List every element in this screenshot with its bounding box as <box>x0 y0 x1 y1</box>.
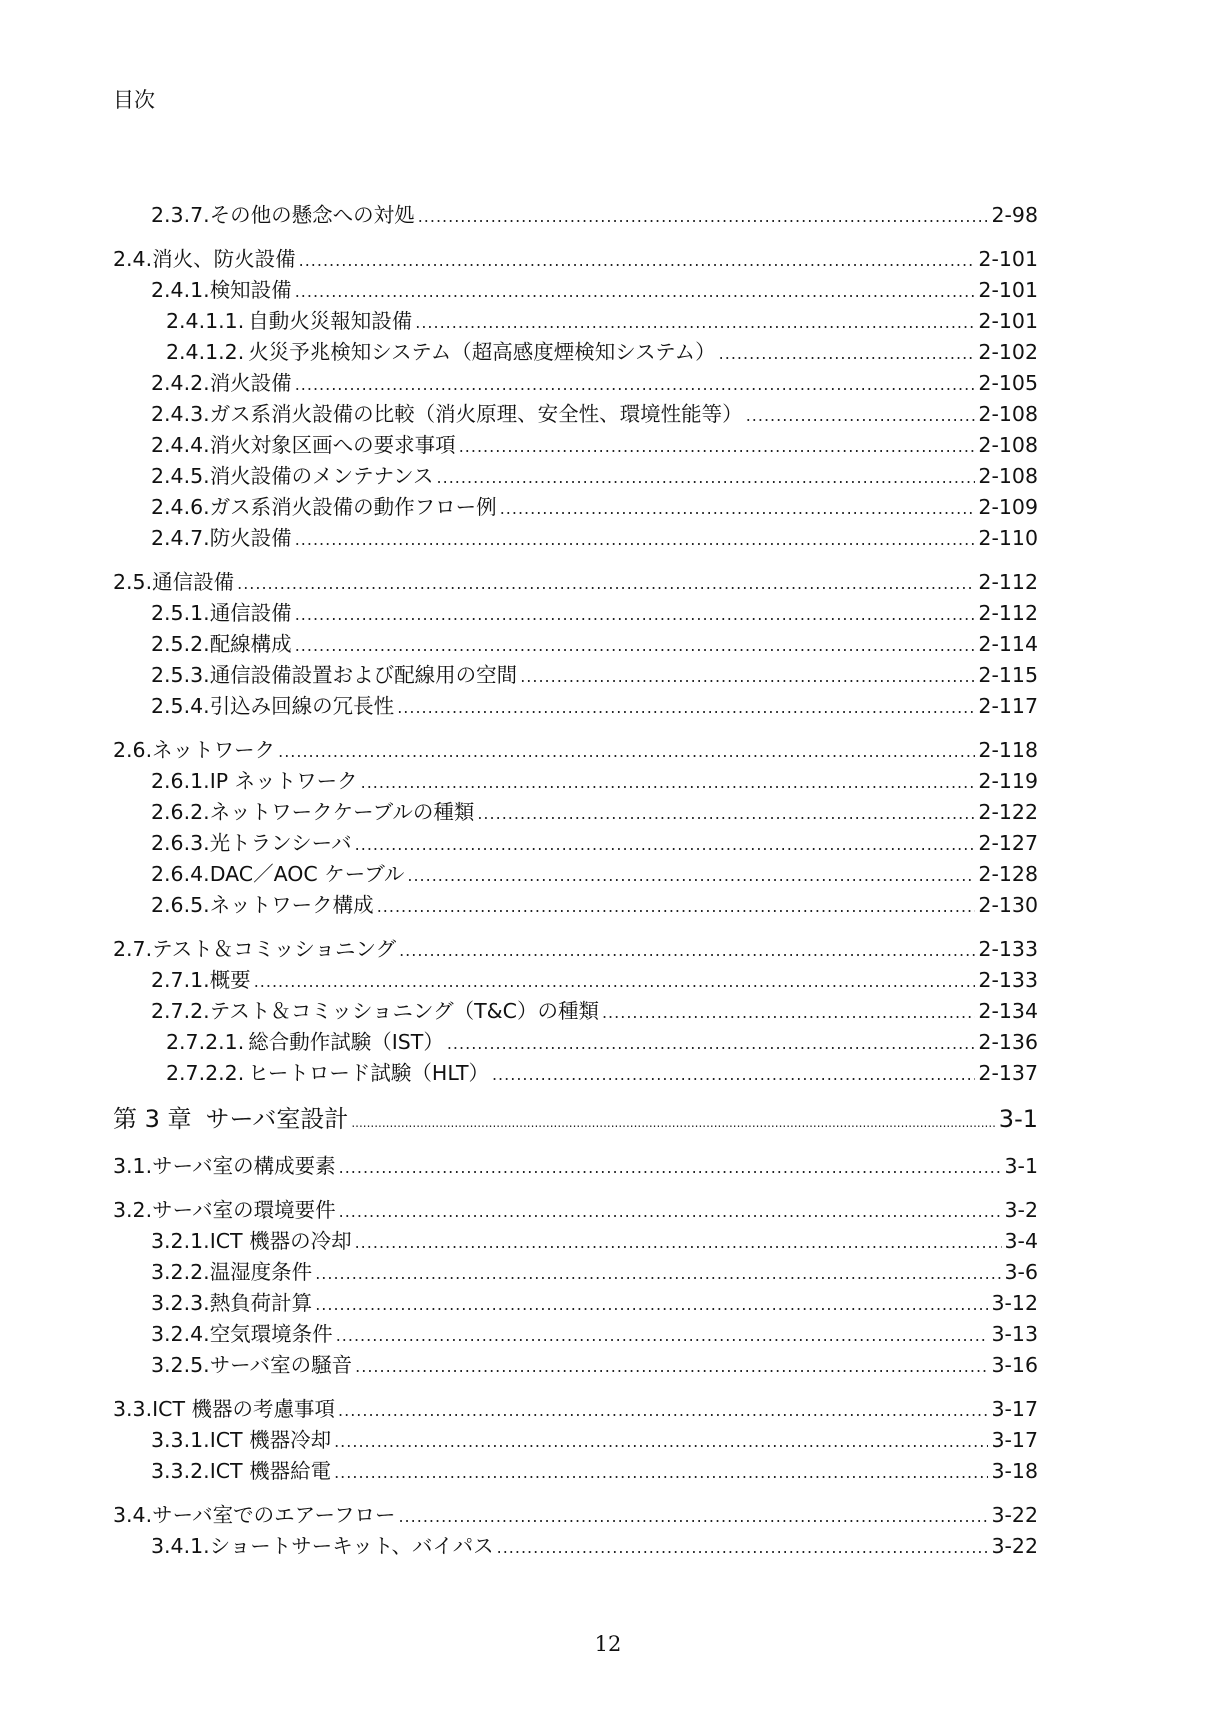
toc-entry[interactable] <box>113 306 1038 337</box>
toc-dot-leader <box>295 599 976 630</box>
toc-entry-title: ICT 機器の考慮事項 <box>152 1397 336 1421</box>
toc-entry-page: 2-105 <box>978 371 1038 395</box>
toc-entry-title: ネットワーク <box>152 738 276 762</box>
toc-dot-leader <box>237 568 975 599</box>
toc-entry-number: 3.3.1. <box>151 1428 210 1452</box>
toc-entry[interactable] <box>113 1425 1038 1456</box>
toc-entry-page: 3-4 <box>1004 1229 1038 1253</box>
toc-entry-title: 配線構成 <box>209 632 292 656</box>
toc-entry-number: 3.3. <box>113 1397 153 1421</box>
toc-entry[interactable] <box>113 399 1038 430</box>
toc-entry-number: 2.7.2. <box>151 999 210 1023</box>
toc-entry-number: 3.4.1. <box>151 1534 210 1558</box>
toc-dot-leader <box>719 338 976 369</box>
toc-entry-number: 2.5.3. <box>151 663 210 687</box>
toc-entry-number: 2.4.1.1. <box>166 309 245 333</box>
toc-entry-title: ガス系消火設備の比較（消火原理、安全性、環境性能等） <box>209 402 743 426</box>
toc-entry[interactable] <box>113 1027 1038 1058</box>
toc-entry-number: 3.2.2. <box>151 1260 210 1284</box>
toc-dot-leader <box>295 276 976 307</box>
toc-entry-page: 2-110 <box>978 526 1038 550</box>
toc-entry-page: 2-133 <box>978 968 1038 992</box>
page-number: 12 <box>594 1632 622 1656</box>
toc-entry-page: 2-117 <box>978 694 1038 718</box>
toc-dot-leader <box>278 736 975 767</box>
toc-entry-title: 熱負荷計算 <box>209 1291 313 1315</box>
toc-chapter-entry[interactable] <box>113 1101 1038 1137</box>
toc-entry-title: DAC／AOC ケーブル <box>209 862 405 886</box>
toc-entry-title: 光トランシーバ <box>209 831 352 855</box>
toc-entry-number: 2.6.4. <box>151 862 210 886</box>
toc-dot-leader <box>334 1426 988 1457</box>
toc-entry-number: 3.2. <box>113 1198 153 1222</box>
toc-dot-leader <box>355 1351 988 1382</box>
table-of-contents <box>113 200 1038 1562</box>
toc-entry-title: その他の懸念への対処 <box>209 203 415 227</box>
toc-entry[interactable] <box>113 996 1038 1027</box>
toc-dot-leader <box>355 1227 1002 1258</box>
toc-entry-page: 2-133 <box>978 937 1038 961</box>
toc-entry-number: 3.4. <box>113 1503 153 1527</box>
toc-entry-title: 消火対象区画への要求事項 <box>209 433 456 457</box>
toc-entry[interactable] <box>113 1058 1038 1089</box>
toc-entry-title: テスト＆コミッショニング（T&C）の種類 <box>209 999 599 1023</box>
toc-dot-leader <box>339 1152 1002 1183</box>
toc-entry-title: 火災予兆検知システム（超高感度煙検知システム） <box>248 340 716 364</box>
toc-entry[interactable] <box>113 200 1038 231</box>
toc-entry-number: 2.4.1. <box>151 278 210 302</box>
toc-entry[interactable] <box>113 890 1038 921</box>
toc-dot-leader <box>377 891 976 922</box>
toc-entry[interactable] <box>113 1226 1038 1257</box>
toc-entry-page: 2-101 <box>978 278 1038 302</box>
toc-entry-page: 3-22 <box>991 1534 1038 1558</box>
toc-dot-leader <box>437 462 976 493</box>
toc-entry-title: ICT 機器の冷却 <box>209 1229 352 1253</box>
toc-entry-number: 2.5.4. <box>151 694 210 718</box>
toc-entry[interactable] <box>113 828 1038 859</box>
toc-entry-number: 3.2.5. <box>151 1353 210 1377</box>
toc-entry-page: 3-6 <box>1004 1260 1038 1284</box>
toc-entry-page: 2-134 <box>978 999 1038 1023</box>
toc-dot-leader <box>336 1320 989 1351</box>
toc-entry-number: 2.4.2. <box>151 371 210 395</box>
toc-entry[interactable] <box>113 1456 1038 1487</box>
toc-entry-number: 2.7.2.1. <box>166 1030 245 1054</box>
toc-entry-number: 3.2.4. <box>151 1322 210 1346</box>
toc-entry-title: テスト＆コミッショニング <box>152 937 397 961</box>
toc-entry-page: 2-98 <box>991 203 1038 227</box>
toc-dot-leader <box>459 431 976 462</box>
toc-entry[interactable] <box>113 660 1038 691</box>
toc-entry[interactable] <box>113 567 1038 598</box>
toc-dot-leader <box>520 661 975 692</box>
toc-entry-page: 2-137 <box>978 1061 1038 1085</box>
toc-dot-leader <box>299 245 976 276</box>
toc-entry-title: ICT 機器冷却 <box>209 1428 332 1452</box>
toc-entry[interactable] <box>113 244 1038 275</box>
toc-entry-title: 引込み回線の冗長性 <box>209 694 395 718</box>
toc-dot-leader <box>355 829 976 860</box>
toc-entry[interactable] <box>113 934 1038 965</box>
toc-entry-page: 3-16 <box>991 1353 1038 1377</box>
toc-entry-title: 通信設備 <box>152 570 235 594</box>
toc-entry-number: 2.6. <box>113 738 153 762</box>
toc-entry-title: 通信設備 <box>209 601 292 625</box>
toc-entry-title: サーバ室設計 <box>205 1105 349 1133</box>
toc-dot-leader <box>334 1457 988 1488</box>
toc-entry-page: 2-136 <box>978 1030 1038 1054</box>
toc-entry-page: 3-13 <box>991 1322 1038 1346</box>
toc-dot-leader <box>339 1196 1002 1227</box>
toc-entry-page: 2-128 <box>978 862 1038 886</box>
toc-entry-number: 2.7.2.2. <box>166 1061 245 1085</box>
toc-entry-page: 2-122 <box>978 800 1038 824</box>
toc-entry-number: 3.2.3. <box>151 1291 210 1315</box>
toc-entry-page: 2-109 <box>978 495 1038 519</box>
toc-entry-number: 2.6.3. <box>151 831 210 855</box>
toc-entry-number: 2.5.1. <box>151 601 210 625</box>
toc-dot-leader <box>602 997 975 1028</box>
toc-entry-title: 消火、防火設備 <box>152 247 296 271</box>
toc-entry-page: 3-1 <box>998 1105 1038 1133</box>
toc-entry-page: 2-118 <box>978 738 1038 762</box>
toc-entry[interactable] <box>113 629 1038 660</box>
toc-entry[interactable] <box>113 797 1038 828</box>
toc-entry-page: 3-17 <box>991 1428 1038 1452</box>
toc-entry-page: 2-101 <box>978 247 1038 271</box>
toc-entry[interactable] <box>113 275 1038 306</box>
toc-entry-title: 消火設備 <box>209 371 292 395</box>
toc-entry-number: 2.4.4. <box>151 433 210 457</box>
toc-entry-title: ショートサーキット、バイパス <box>209 1534 494 1558</box>
toc-entry[interactable] <box>113 430 1038 461</box>
toc-entry-number: 3.3.2. <box>151 1459 210 1483</box>
toc-entry-page: 2-108 <box>978 433 1038 457</box>
toc-dot-leader <box>477 798 975 829</box>
toc-dot-leader <box>295 630 976 661</box>
toc-entry-number: 第 3 章 <box>113 1105 192 1133</box>
toc-dot-leader <box>746 400 976 431</box>
toc-entry[interactable] <box>113 1195 1038 1226</box>
toc-dot-leader <box>399 935 975 966</box>
toc-entry[interactable] <box>113 735 1038 766</box>
toc-dot-leader <box>295 524 976 555</box>
toc-entry-title: サーバ室の構成要素 <box>152 1154 336 1178</box>
toc-entry-number: 3.1. <box>113 1154 153 1178</box>
toc-entry-title: サーバ室でのエアーフロー <box>152 1503 396 1527</box>
toc-entry-number: 2.6.2. <box>151 800 210 824</box>
toc-entry[interactable] <box>113 492 1038 523</box>
toc-entry-title: 自動火災報知設備 <box>248 309 413 333</box>
toc-entry-page: 2-115 <box>978 663 1038 687</box>
toc-entry-page: 3-22 <box>991 1503 1038 1527</box>
toc-entry-page: 2-101 <box>978 309 1038 333</box>
toc-entry[interactable] <box>113 1500 1038 1531</box>
toc-entry-title: ネットワーク構成 <box>209 893 374 917</box>
toc-dot-leader <box>447 1028 976 1059</box>
toc-entry[interactable] <box>113 1531 1038 1562</box>
toc-dot-leader <box>415 307 975 338</box>
toc-entry-title: 通信設備設置および配線用の空間 <box>209 663 518 687</box>
toc-dot-leader <box>397 692 975 723</box>
toc-entry-page: 3-17 <box>991 1397 1038 1421</box>
toc-entry-title: 空気環境条件 <box>209 1322 333 1346</box>
toc-entry-number: 2.3.7. <box>151 203 210 227</box>
toc-entry-title: ICT 機器給電 <box>209 1459 332 1483</box>
toc-entry-number: 3.2.1. <box>151 1229 210 1253</box>
toc-entry-number: 2.4.3. <box>151 402 210 426</box>
toc-entry[interactable] <box>113 965 1038 996</box>
toc-entry[interactable] <box>113 691 1038 722</box>
toc-entry[interactable] <box>113 766 1038 797</box>
toc-entry-page: 2-108 <box>978 464 1038 488</box>
toc-dot-leader <box>295 369 976 400</box>
toc-entry-page: 3-2 <box>1004 1198 1038 1222</box>
toc-dot-leader <box>407 860 975 891</box>
toc-entry-page: 3-12 <box>991 1291 1038 1315</box>
toc-entry-page: 2-112 <box>978 601 1038 625</box>
toc-dot-leader <box>418 201 989 232</box>
toc-dot-leader <box>315 1258 1001 1289</box>
toc-entry-number: 2.4. <box>113 247 153 271</box>
toc-entry-page: 3-18 <box>991 1459 1038 1483</box>
toc-entry-page: 2-127 <box>978 831 1038 855</box>
toc-dot-leader <box>492 1059 975 1090</box>
toc-entry-number: 2.4.1.2. <box>166 340 245 364</box>
toc-entry-page: 2-114 <box>978 632 1038 656</box>
toc-entry-number: 2.5.2. <box>151 632 210 656</box>
toc-entry-title: 総合動作試験（IST） <box>248 1030 444 1054</box>
toc-entry[interactable] <box>113 368 1038 399</box>
toc-entry-number: 2.7. <box>113 937 153 961</box>
toc-entry-title: 消火設備のメンテナンス <box>209 464 434 488</box>
toc-entry[interactable] <box>113 1350 1038 1381</box>
toc-entry-title: ガス系消火設備の動作フロー例 <box>209 495 497 519</box>
toc-dot-leader <box>497 1532 989 1563</box>
toc-entry-page: 2-119 <box>978 769 1038 793</box>
toc-entry[interactable] <box>113 461 1038 492</box>
toc-entry-page: 2-130 <box>978 893 1038 917</box>
toc-entry-title: 温湿度条件 <box>209 1260 313 1284</box>
toc-entry-title: 検知設備 <box>209 278 292 302</box>
toc-entry[interactable] <box>113 1319 1038 1350</box>
toc-entry-title: 防火設備 <box>209 526 292 550</box>
toc-entry-title: サーバ室の環境要件 <box>152 1198 336 1222</box>
toc-entry[interactable] <box>113 337 1038 368</box>
toc-entry-number: 2.4.5. <box>151 464 210 488</box>
toc-entry-number: 2.7.1. <box>151 968 210 992</box>
toc-entry-title: ヒートロード試験（HLT） <box>248 1061 489 1085</box>
toc-entry[interactable] <box>113 598 1038 629</box>
toc-entry-number: 2.4.6. <box>151 495 210 519</box>
toc-dot-leader <box>338 1395 988 1426</box>
toc-entry-title: ネットワークケーブルの種類 <box>209 800 475 824</box>
toc-entry-title: 概要 <box>209 968 251 992</box>
toc-entry-number: 2.6.1. <box>151 769 210 793</box>
toc-entry[interactable] <box>113 523 1038 554</box>
toc-entry[interactable] <box>113 1257 1038 1288</box>
toc-dot-leader <box>315 1289 988 1320</box>
toc-entry-page: 2-108 <box>978 402 1038 426</box>
toc-entry-page: 3-1 <box>1004 1154 1038 1178</box>
toc-entry-number: 2.4.7. <box>151 526 210 550</box>
toc-dot-leader <box>361 767 976 798</box>
toc-entry-number: 2.5. <box>113 570 153 594</box>
toc-entry[interactable] <box>113 1151 1038 1182</box>
page-header-title: 目次 <box>113 88 155 112</box>
toc-dot-leader <box>500 493 976 524</box>
toc-entry-page: 2-112 <box>978 570 1038 594</box>
toc-entry-number: 2.6.5. <box>151 893 210 917</box>
toc-dot-leader <box>254 966 976 997</box>
toc-entry-title: サーバ室の騒音 <box>209 1353 353 1377</box>
toc-dot-leader <box>351 1105 995 1141</box>
toc-entry[interactable] <box>113 1288 1038 1319</box>
toc-entry[interactable] <box>113 859 1038 890</box>
toc-dot-leader <box>398 1501 988 1532</box>
toc-entry-page: 2-102 <box>978 340 1038 364</box>
toc-entry-title: IP ネットワーク <box>209 769 358 793</box>
toc-entry[interactable] <box>113 1394 1038 1425</box>
